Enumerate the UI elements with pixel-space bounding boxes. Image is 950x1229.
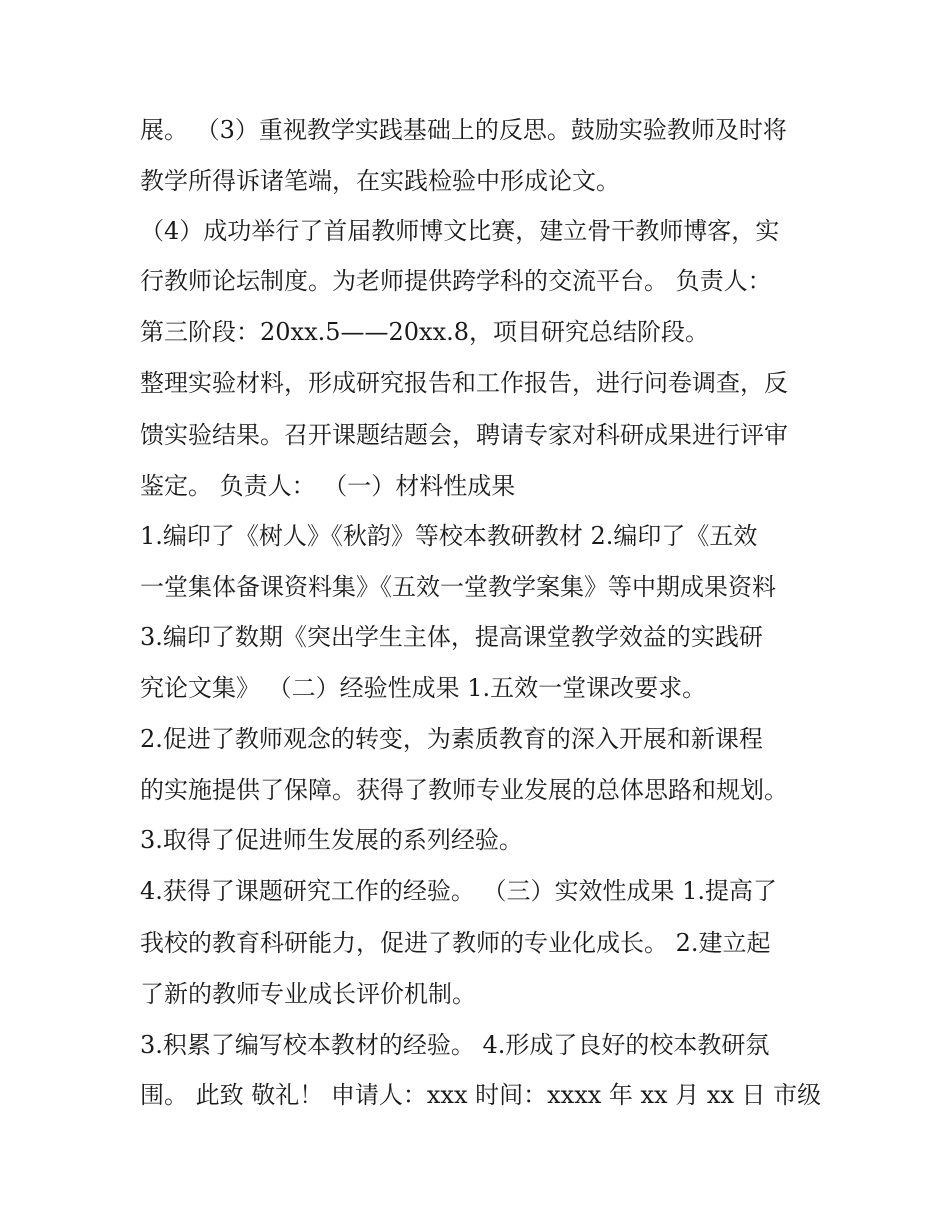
paragraph-line: 的实施提供了保障。获得了教师专业发展的总体思路和规划。 (140, 776, 788, 804)
paragraph-line: 我校的教育科研能力，促进了教师的专业化成长。 2.建立起 (140, 929, 771, 957)
paragraph-line: 行教师论坛制度。为老师提供跨学科的交流平台。 负责人： (140, 267, 772, 295)
paragraph-line: 展。 （3）重视教学实践基础上的反思。鼓励实验教师及时将 (140, 116, 787, 144)
paragraph-line: 一堂集体备课资料集》《五效一堂教学案集》等中期成果资料 (140, 573, 776, 601)
paragraph-line: 教学所得诉诸笔端，在实践检验中形成论文。 (140, 167, 620, 195)
paragraph-line: 围。 此致 敬礼！ 申请人：xxx 时间：xxxx 年 xx 月 xx 日 市级 (140, 1081, 822, 1109)
paragraph-line: 3.编印了数期《突出学生主体，提高课堂教学效益的实践研 (140, 623, 763, 651)
paragraph-line: 究论文集》 （二）经验性成果 1.五效一堂课改要求。 (140, 674, 707, 702)
paragraph-line: （4）成功举行了首届教师博文比赛，建立骨干教师博客，实 (140, 217, 780, 245)
paragraph-line: 1.编印了《树人》《秋韵》等校本教研教材 2.编印了《五效 (140, 522, 758, 550)
paragraph-line: 第三阶段：20xx.5——20xx.8，项目研究总结阶段。 (140, 318, 710, 346)
paragraph-line: 4.获得了课题研究工作的经验。 （三）实效性成果 1.提高了 (140, 877, 778, 905)
paragraph-line: 馈实验结果。召开课题结题会，聘请专家对科研成果进行评审 (140, 421, 788, 449)
paragraph-line: 了新的教师专业成长评价机制。 (140, 980, 476, 1008)
paragraph-line: 整理实验材料，形成研究报告和工作报告，进行问卷调查，反 (140, 369, 788, 397)
paragraph-line: 2.促进了教师观念的转变，为素质教育的深入开展和新课程 (140, 725, 763, 753)
paragraph-line: 3.积累了编写校本教材的经验。 4.形成了良好的校本教研氛 (140, 1031, 770, 1059)
paragraph-line: 3.取得了促进师生发展的系列经验。 (140, 826, 523, 854)
paragraph-line: 鉴定。 负责人： （一）材料性成果 (140, 472, 516, 500)
